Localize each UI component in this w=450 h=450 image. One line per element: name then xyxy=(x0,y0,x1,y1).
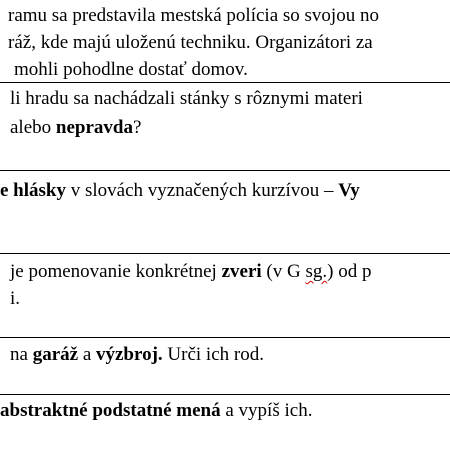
question-text: v slovách vyznačených kurzívou – xyxy=(66,180,339,201)
paragraph-line-3 xyxy=(14,59,248,81)
bold-term: garáž xyxy=(32,344,79,365)
paragraph-text: ramu sa predstavila mestská polícia so svojou no xyxy=(8,5,379,26)
bold-term: zveri xyxy=(221,261,262,282)
question-line xyxy=(0,400,312,422)
question-text: i. xyxy=(10,288,21,309)
paragraph-text: mohli pohodlne dostať domov. xyxy=(14,59,248,80)
question-text: a vypíš ich. xyxy=(220,400,313,421)
question-line xyxy=(10,88,363,110)
question-text: je pomenovanie konkrétnej xyxy=(10,261,222,282)
question-text: a xyxy=(78,344,96,365)
divider-line xyxy=(0,82,450,83)
question-line xyxy=(10,344,264,366)
question-line xyxy=(10,288,20,310)
answer-line xyxy=(0,170,450,171)
bold-term: e hlásky xyxy=(0,180,66,201)
paragraph-line-1 xyxy=(8,5,379,27)
question-line xyxy=(10,261,371,283)
question-text: ) od p xyxy=(327,261,372,282)
bold-term: výzbroj. xyxy=(96,344,163,365)
question-text: na xyxy=(10,344,33,365)
question-line xyxy=(0,180,360,202)
paragraph-text: ráž, kde majú uloženú techniku. Organizátori za xyxy=(8,32,373,53)
answer-line xyxy=(0,337,450,338)
question-text: ? xyxy=(132,117,142,138)
question-text: li hradu sa nachádzali stánky s rôznymi materi xyxy=(10,88,363,109)
answer-line xyxy=(0,253,450,254)
spellcheck-word: sg. xyxy=(305,261,328,282)
question-text: alebo xyxy=(10,117,56,138)
bold-term: Vy xyxy=(338,180,360,201)
question-text: Urči ich rod. xyxy=(162,344,264,365)
question-text: (v G xyxy=(261,261,306,282)
answer-line xyxy=(0,394,450,395)
bold-term: abstraktné podstatné mená xyxy=(0,400,221,421)
bold-term: nepravda xyxy=(55,117,133,138)
paragraph-line-2 xyxy=(8,32,373,54)
question-line xyxy=(10,117,141,139)
